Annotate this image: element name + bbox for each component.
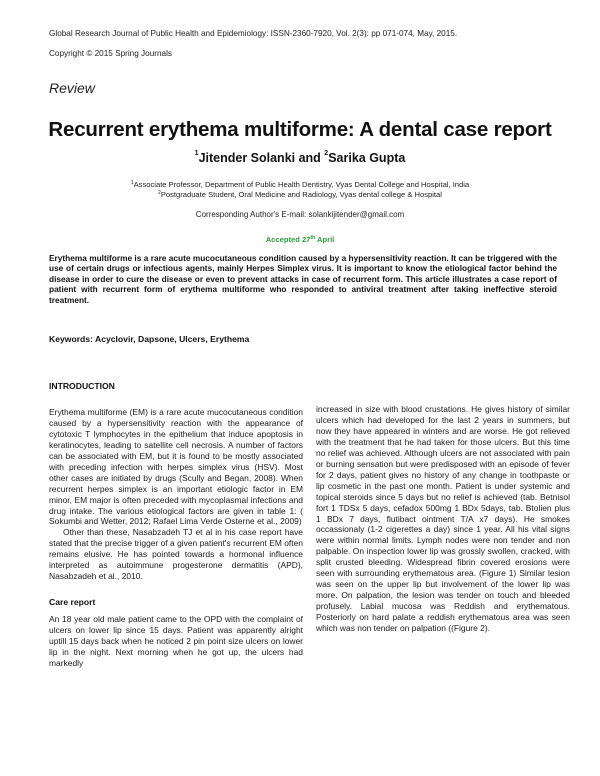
introduction-paragraph-1: Erythema multiforme (EM) is a rare acute mucocutaneous condition caused by a hypersensitivity reaction with the appearance of cytotoxic T lymphocytes in the epithelium that induce apoptosis in keratinocytes, leading to satellite cell necrosis. A number of factors can be associated with EM, but it is found to be mostly associated with preceding infection with herpes simplex virus (HSV). Most other cases are initiated by drugs (Scully and Began, 2008). When recurrent herpes simplex is an important etiologic factor in EM minor, EM major is often preceded with mycoplasmal infections and drug intake. The various etiological factors are given in table 1: ( Sokumbi and Wetter, 2012; Rafael Lima Verde Osterne et al., 2009)	[49, 406, 303, 527]
affiliation-2-number: 2	[158, 190, 161, 196]
author-1-number: 1	[194, 150, 199, 157]
care-report-heading: Care report	[49, 597, 96, 608]
accepted-ordinal: th	[310, 235, 316, 241]
section-label: Review	[49, 80, 95, 96]
affiliation-2-text: Postgraduate Student, Oral Medicine and Radiology, Vyas dental college & Hospital	[160, 190, 442, 199]
accepted-date	[0, 235, 600, 244]
author-line	[0, 151, 600, 165]
case-details-paragraph: increased in size with blood crustations. He gives history of similar ulcers which had developed for the last 2 years in summers, but now they have appeared in winters and are worse. He got relieved with the treatment that he had taken for those ulcers. But this time no relief was achieved. Although ulcers are not associated with pain or burning sensation but were predisposed with an episode of fever for 2 days, patient gives no history of any change in toothpaste or lip cosmetic in the past one month. Patient is under systemic and topical steroids since 5 days but no relief is achieved (tab. Betnisol fort 1 TDSx 5 days, cefadox 500mg 1 BDx 5days, tab. Btolien plus 1 BDx 7 days, flutibact ointment T/A x7 days). He smokes occassionaly (1-2 cigerettes a day) since 1 year. All his vital signs were within normal limits. Lymph nodes were non tender and non palpable. On inspection lower lip was grossly swollen, cracked, with split crusted bleeding. Widespread fibrin covered erosions were seen with surrounding erythematous area. (Figure 1) Similar lesion was seen on the upper lip but involvement of the lower lip was more. On palpation, the lesion was tender on touch and bleeded profusely. Labial mucosa was Reddish and erythematous. Posteriorly on hard palate a reddish erythematous area was seen which was non tender on palpation ((Figure 2).	[316, 404, 570, 634]
affiliation-2	[0, 190, 600, 199]
affiliation-1-number: 1	[130, 180, 134, 186]
accepted-prefix: Accepted 27	[265, 235, 311, 244]
author-1-name: Jitender Solanki	[198, 151, 296, 165]
affiliation-1	[0, 180, 600, 189]
journal-citation: Global Research Journal of Public Health and Epidemiology: ISSN-2360-7920, Vol. 2(3): pp 071-074, May, 2015.	[49, 29, 458, 38]
left-column	[49, 381, 303, 669]
corresponding-email: Corresponding Author's E-mail: solankijitender@gmail.com	[195, 210, 405, 219]
copyright-notice: Copyright © 2015 Spring Journals	[49, 49, 173, 58]
accepted-suffix: April	[315, 235, 335, 244]
keywords: Keywords: Acyclovir, Dapsone, Ulcers, Erythema	[49, 334, 250, 344]
introduction-heading: INTRODUCTION	[49, 381, 115, 391]
affiliation-1-text: Associate Professor, Department of Public Health Dentistry, Vyas Dental College and Hospital, India	[133, 180, 470, 189]
author-2-number: 2	[324, 150, 329, 157]
care-report-paragraph-1: An 18 year old male patient came to the OPD with the complaint of ulcers on lower lip since 15 days. Patient was apparently alright uptill 15 days back when he noticed 2 pin point size ulcers on lower lip in the night. Next morning when he got up, the ulcers had markedly	[49, 614, 303, 668]
author-joiner: and	[295, 151, 325, 165]
paper-title: Recurrent erythema multiforme: A dental case report	[48, 118, 552, 141]
author-2-name: Sarika Gupta	[328, 151, 406, 165]
right-column	[316, 404, 570, 634]
abstract: Erythema multiforme is a rare acute mucocutaneous condition caused by a hypersensitivity reaction. It can be triggered with the use of certain drugs or infectious agents, mainly Herpes Simplex virus. It is important to know the etiological factor behind the disease in order to cure the disease or even to prevent attacks in case of recurrent form. This article illustrates a case report of patient with recurrent form of erythema multiforme who responded to antiviral treatment after taking ineffective steroid treatment.	[49, 253, 557, 305]
introduction-paragraph-2: Other than these, Nasabzadeh TJ et al in his case report have stated that the precise trigger of a given patient's recurrent EM often remains elusive. He has pointed towards a hormonal influence interpreted as autoimmune progesterone dermatitis (APD), Nasabzadeh et al., 2010.	[49, 527, 303, 582]
